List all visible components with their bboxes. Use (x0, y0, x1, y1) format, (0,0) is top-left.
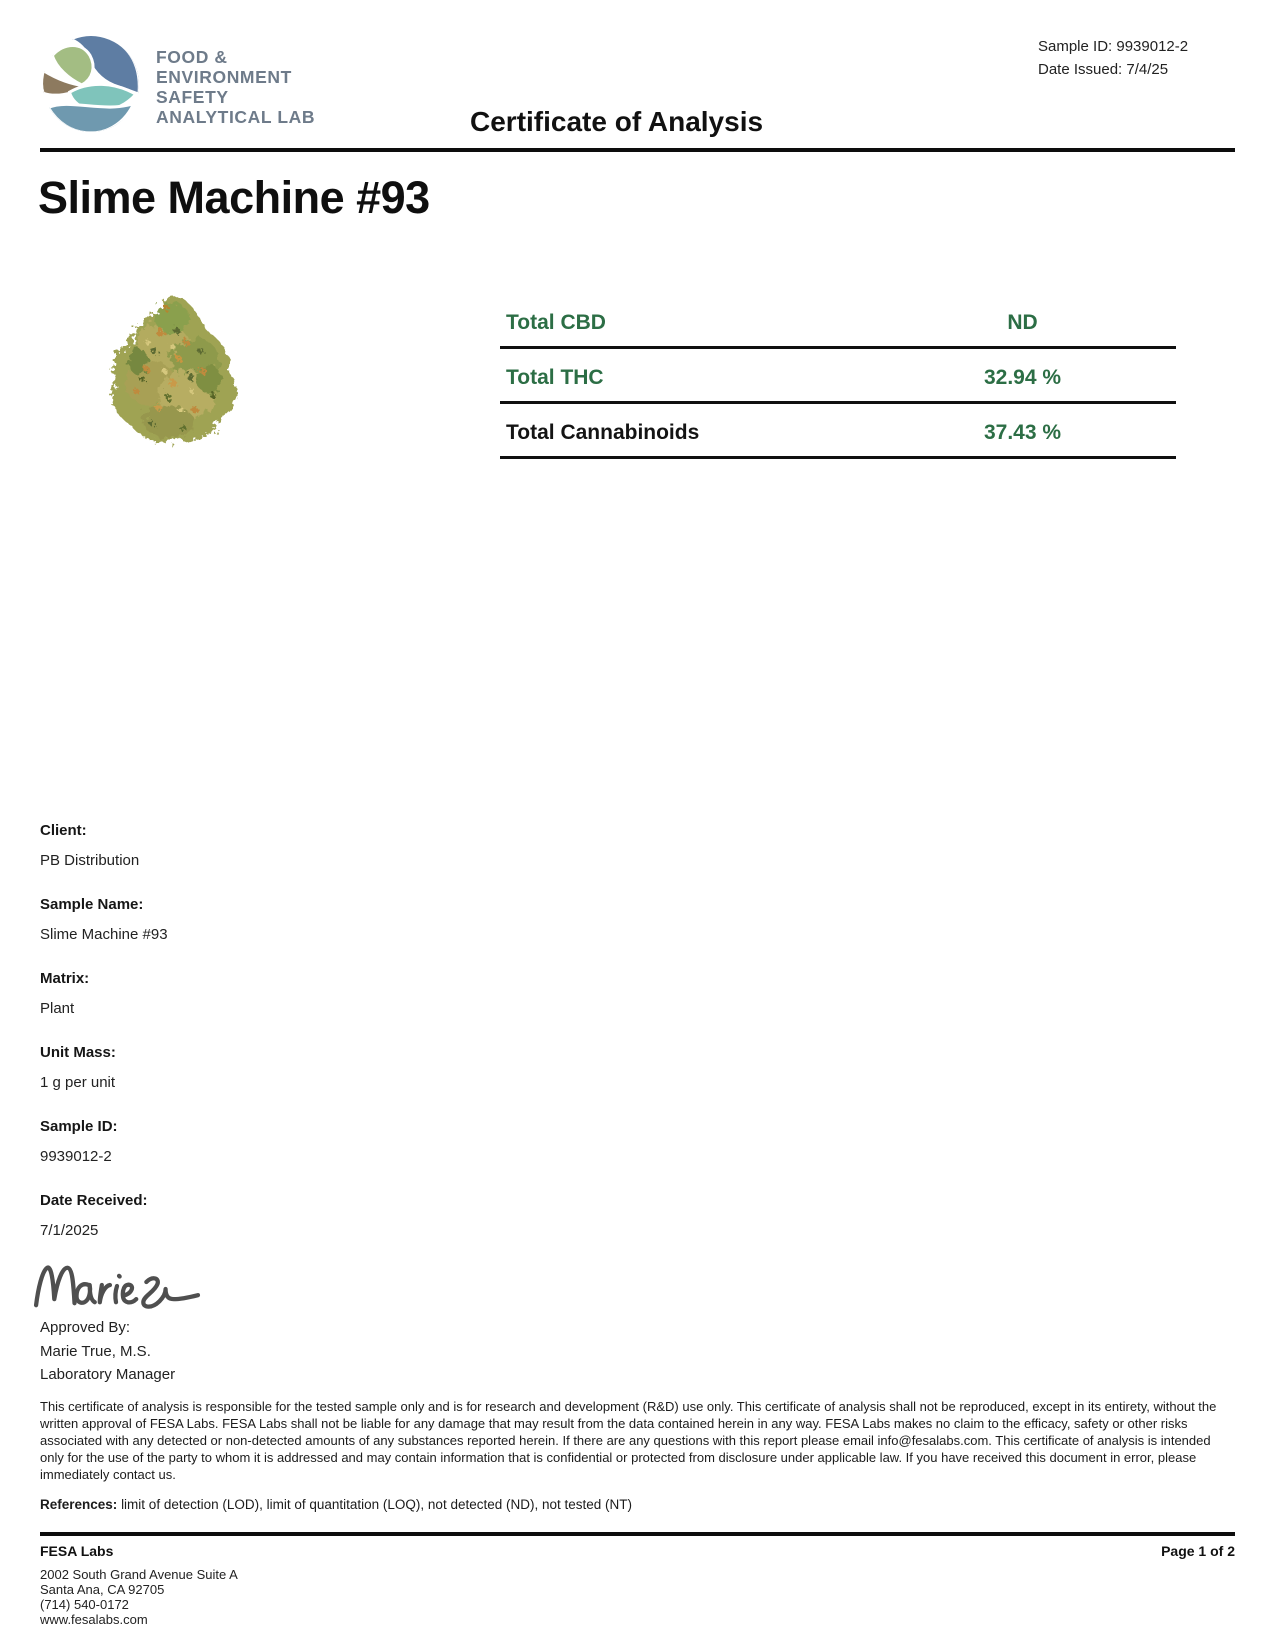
table-row (500, 294, 1176, 349)
references-line (40, 1497, 1236, 1512)
footer-website: www.fesalabs.com (40, 1612, 148, 1627)
footer-address-line: Santa Ana, CA 92705 (40, 1582, 165, 1597)
footer-address-line: 2002 South Grand Avenue Suite A (40, 1567, 238, 1582)
detail-label: Sample ID: (40, 1118, 118, 1135)
sample-details (40, 822, 460, 1266)
detail-label: Matrix: (40, 970, 90, 987)
detail-block (40, 822, 460, 869)
lab-name-line: ENVIRONMENT (156, 67, 292, 87)
detail-label: Unit Mass: (40, 1044, 116, 1061)
detail-label: Date Received: (40, 1192, 148, 1209)
detail-block (40, 896, 460, 943)
detail-value: Slime Machine #93 (40, 926, 168, 943)
detail-label: Sample Name: (40, 896, 144, 913)
footer-address-line: (714) 540-0172 (40, 1597, 129, 1612)
lab-name-line: ANALYTICAL LAB (156, 107, 316, 127)
sample-title: Slime Machine #93 (38, 172, 430, 223)
analyte-label: Total CBD (506, 311, 606, 334)
header-divider (40, 148, 1235, 152)
lab-logo-icon (40, 33, 142, 135)
detail-block (40, 1044, 460, 1091)
detail-value: Plant (40, 1000, 75, 1017)
lab-name-line: FOOD & (156, 47, 228, 67)
table-row (500, 349, 1176, 404)
approver-title: Laboratory Manager (40, 1366, 176, 1383)
detail-label: Client: (40, 822, 87, 839)
date-issued-line: Date Issued: 7/4/25 (1038, 60, 1169, 78)
table-row (500, 404, 1176, 459)
approver-name: Marie True, M.S. (40, 1342, 151, 1360)
analyte-value: 32.94 % (983, 366, 1062, 389)
analyte-label: Total THC (506, 366, 604, 389)
lab-brand (40, 33, 315, 135)
references-label: References: (40, 1497, 118, 1512)
cannabinoid-summary-table (500, 294, 1176, 459)
footer-company: FESA Labs (40, 1543, 114, 1559)
approver-signature (30, 1254, 202, 1314)
header-meta (1038, 36, 1188, 81)
detail-value: 9939012-2 (40, 1148, 112, 1165)
detail-block (40, 1118, 460, 1165)
references-text: limit of detection (LOD), limit of quantitation (LOQ), not detected (ND), not tested (NT) (121, 1497, 633, 1512)
analyte-label: Total Cannabinoids (506, 421, 700, 444)
approved-by-label: Approved By: (40, 1319, 131, 1336)
detail-value: 1 g per unit (40, 1074, 116, 1091)
footer-divider (40, 1532, 1235, 1536)
approval-block (40, 1316, 175, 1387)
lab-name (156, 47, 315, 127)
detail-value: 7/1/2025 (40, 1222, 99, 1239)
lab-name-line: SAFETY (156, 87, 229, 107)
disclaimer-text: This certificate of analysis is responsible for the tested sample only and is for research and development (R&D) use only. This certificate of analysis shall not be reproduced, except in its entirety, without the written approval of FESA Labs. FESA Labs shall not be liable for any damage that may result from the data contained herein in any way. FESA Labs makes no claim to the efficacy, safety or other risks associated with any detected or non-detected amounts of any substances reported herein. If there are any questions with this report please email info@fesalabs.com. This certificate of analysis is intended only for the use of the party to whom it is addressed and may contain information that is confidential or protected from disclosure under applicable law. If you have received this document in error, please immediately contact us. (40, 1399, 1217, 1482)
document-title: Certificate of Analysis (470, 106, 764, 137)
sample-id-line: Sample ID: 9939012-2 (1038, 38, 1189, 55)
detail-block (40, 1192, 460, 1239)
detail-value: PB Distribution (40, 852, 140, 869)
detail-block (40, 970, 460, 1017)
sample-photo (101, 286, 249, 450)
analyte-value: 37.43 % (983, 421, 1062, 444)
analyte-value: ND (1007, 311, 1038, 334)
page-number: Page 1 of 2 (1161, 1543, 1235, 1559)
footer-address-block (40, 1543, 238, 1627)
